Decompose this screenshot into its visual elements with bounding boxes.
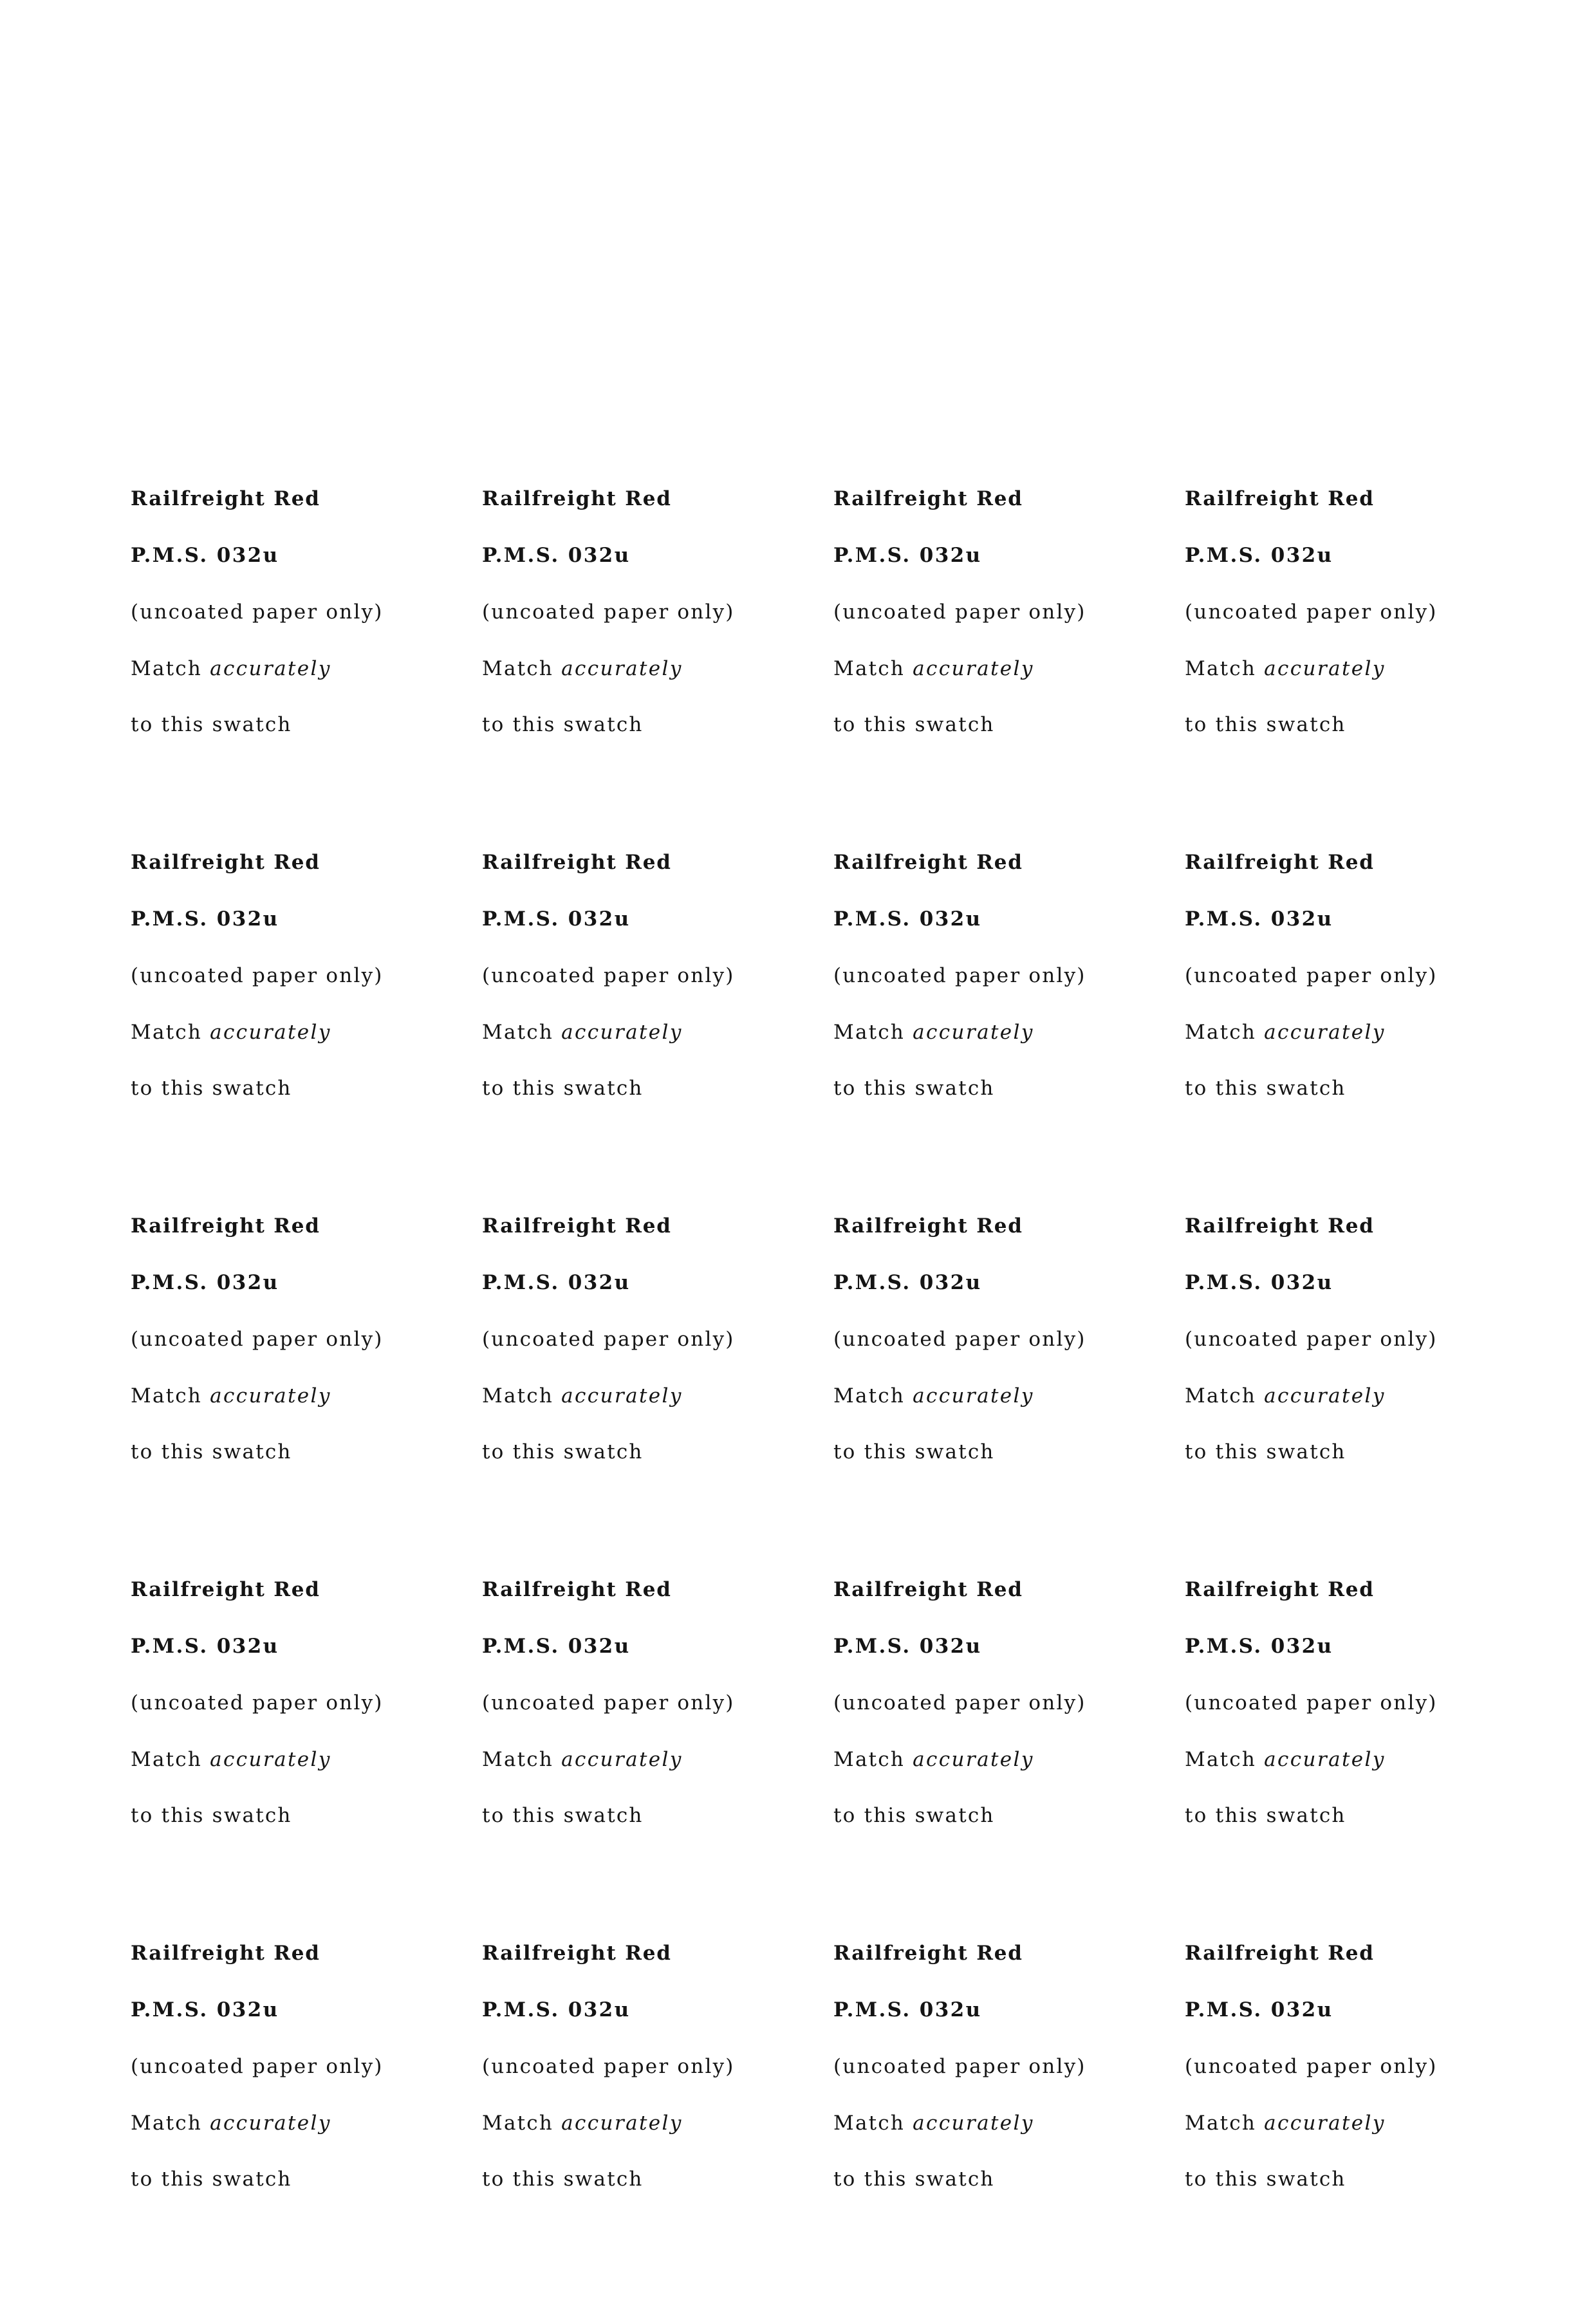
pms-code: P.M.S. 032u [1185, 1271, 1333, 1294]
match-word: Match [1185, 2112, 1257, 2135]
swatch-instruction: to this swatch [833, 1440, 995, 1463]
swatch-instruction: to this swatch [1185, 713, 1346, 736]
swatch-instruction: to this swatch [482, 1077, 644, 1100]
color-name: Railfreight Red [482, 1942, 672, 1965]
color-name: Railfreight Red [482, 487, 672, 510]
match-word: Match [1185, 1021, 1257, 1044]
accurately-word: accurately [913, 1384, 1034, 1407]
match-word: Match [131, 1748, 203, 1771]
color-name: Railfreight Red [131, 851, 320, 874]
color-name: Railfreight Red [1185, 487, 1375, 510]
accurately-word: accurately [1264, 657, 1386, 680]
accurately-word: accurately [913, 1021, 1034, 1044]
color-name: Railfreight Red [131, 487, 320, 510]
accurately-word: accurately [561, 1384, 683, 1407]
match-instruction [482, 1383, 683, 1409]
match-word: Match [482, 1748, 554, 1771]
accurately-word: accurately [210, 1384, 331, 1407]
accurately-word: accurately [210, 1021, 331, 1044]
match-word: Match [131, 2112, 203, 2135]
swatch-instruction: to this swatch [131, 1804, 292, 1827]
paper-note: (uncoated paper only) [833, 600, 1086, 624]
accurately-word: accurately [210, 657, 331, 680]
swatch-instruction: to this swatch [833, 1077, 995, 1100]
color-name: Railfreight Red [833, 487, 1023, 510]
swatch-instruction: to this swatch [833, 713, 995, 736]
paper-note: (uncoated paper only) [833, 2055, 1086, 2078]
swatch-instruction: to this swatch [131, 713, 292, 736]
swatch-instruction: to this swatch [1185, 1440, 1346, 1463]
paper-note: (uncoated paper only) [482, 1691, 735, 1714]
accurately-word: accurately [1264, 1384, 1386, 1407]
accurately-word: accurately [913, 1748, 1034, 1771]
swatch-label [1185, 1940, 1536, 2304]
match-instruction [833, 1747, 1034, 1772]
pms-code: P.M.S. 032u [482, 1998, 631, 2021]
color-name: Railfreight Red [833, 1942, 1023, 1965]
match-instruction [482, 2110, 683, 2136]
color-name: Railfreight Red [1185, 1578, 1375, 1601]
pms-code: P.M.S. 032u [833, 1635, 982, 1658]
pms-code: P.M.S. 032u [1185, 1635, 1333, 1658]
accurately-word: accurately [210, 2112, 331, 2135]
swatch-label [833, 1577, 1185, 1940]
match-word: Match [482, 2112, 554, 2135]
paper-note: (uncoated paper only) [1185, 2055, 1438, 2078]
pms-code: P.M.S. 032u [131, 1271, 279, 1294]
match-instruction [833, 656, 1034, 682]
color-name: Railfreight Red [482, 1214, 672, 1238]
pms-code: P.M.S. 032u [833, 1998, 982, 2021]
match-word: Match [833, 1384, 905, 1407]
match-word: Match [1185, 1384, 1257, 1407]
swatch-instruction: to this swatch [833, 1804, 995, 1827]
pms-code: P.M.S. 032u [482, 544, 631, 567]
accurately-word: accurately [913, 657, 1034, 680]
paper-note: (uncoated paper only) [482, 964, 735, 987]
pms-code: P.M.S. 032u [1185, 1998, 1333, 2021]
pms-code: P.M.S. 032u [482, 907, 631, 931]
accurately-word: accurately [561, 1021, 683, 1044]
paper-note: (uncoated paper only) [131, 1691, 384, 1714]
swatch-label [1185, 850, 1536, 1213]
swatch-instruction: to this swatch [131, 1440, 292, 1463]
pms-code: P.M.S. 032u [482, 1271, 631, 1294]
match-word: Match [482, 1021, 554, 1044]
color-name: Railfreight Red [131, 1578, 320, 1601]
color-name: Railfreight Red [131, 1942, 320, 1965]
pms-code: P.M.S. 032u [1185, 907, 1333, 931]
match-word: Match [482, 1384, 554, 1407]
paper-note: (uncoated paper only) [131, 600, 384, 624]
match-instruction [131, 656, 331, 682]
pms-code: P.M.S. 032u [131, 1998, 279, 2021]
color-name: Railfreight Red [482, 851, 672, 874]
accurately-word: accurately [561, 2112, 683, 2135]
swatch-instruction: to this swatch [833, 2168, 995, 2191]
match-instruction [131, 1019, 331, 1045]
match-instruction [1185, 2110, 1386, 2136]
match-instruction [1185, 656, 1386, 682]
swatch-label [482, 486, 833, 850]
swatch-label [833, 486, 1185, 850]
pms-code: P.M.S. 032u [833, 1271, 982, 1294]
swatch-label [131, 1577, 482, 1940]
swatch-instruction: to this swatch [131, 1077, 292, 1100]
match-word: Match [131, 1021, 203, 1044]
match-word: Match [131, 657, 203, 680]
accurately-word: accurately [561, 1748, 683, 1771]
accurately-word: accurately [1264, 2112, 1386, 2135]
swatch-label [1185, 1577, 1536, 1940]
paper-note: (uncoated paper only) [482, 1328, 735, 1351]
paper-note: (uncoated paper only) [1185, 964, 1438, 987]
swatch-label [833, 850, 1185, 1213]
paper-note: (uncoated paper only) [131, 964, 384, 987]
color-name: Railfreight Red [833, 1214, 1023, 1238]
match-instruction [1185, 1747, 1386, 1772]
color-name: Railfreight Red [833, 1578, 1023, 1601]
swatch-instruction: to this swatch [1185, 2168, 1346, 2191]
pms-code: P.M.S. 032u [131, 907, 279, 931]
match-instruction [833, 2110, 1034, 2136]
match-instruction [1185, 1019, 1386, 1045]
swatch-instruction: to this swatch [1185, 1804, 1346, 1827]
swatch-label [833, 1940, 1185, 2304]
match-instruction [833, 1383, 1034, 1409]
match-word: Match [482, 657, 554, 680]
swatch-label [131, 1940, 482, 2304]
swatch-instruction: to this swatch [482, 1804, 644, 1827]
pms-code: P.M.S. 032u [833, 907, 982, 931]
paper-note: (uncoated paper only) [833, 1691, 1086, 1714]
match-instruction [131, 1383, 331, 1409]
accurately-word: accurately [1264, 1021, 1386, 1044]
swatch-label [1185, 486, 1536, 850]
paper-note: (uncoated paper only) [833, 964, 1086, 987]
paper-note: (uncoated paper only) [131, 2055, 384, 2078]
swatch-instruction: to this swatch [131, 2168, 292, 2191]
swatch-label [482, 850, 833, 1213]
match-instruction [131, 1747, 331, 1772]
match-word: Match [1185, 1748, 1257, 1771]
paper-note: (uncoated paper only) [1185, 1691, 1438, 1714]
accurately-word: accurately [1264, 1748, 1386, 1771]
pms-code: P.M.S. 032u [833, 544, 982, 567]
paper-note: (uncoated paper only) [1185, 600, 1438, 624]
pms-code: P.M.S. 032u [131, 544, 279, 567]
color-name: Railfreight Red [1185, 1942, 1375, 1965]
swatch-label [131, 850, 482, 1213]
match-word: Match [131, 1384, 203, 1407]
paper-note: (uncoated paper only) [833, 1328, 1086, 1351]
match-word: Match [833, 1748, 905, 1771]
accurately-word: accurately [561, 657, 683, 680]
swatch-instruction: to this swatch [482, 2168, 644, 2191]
color-name: Railfreight Red [833, 851, 1023, 874]
swatch-instruction: to this swatch [482, 713, 644, 736]
color-name: Railfreight Red [1185, 1214, 1375, 1238]
paper-note: (uncoated paper only) [131, 1328, 384, 1351]
match-instruction [482, 1747, 683, 1772]
swatch-label [131, 1213, 482, 1577]
match-word: Match [833, 657, 905, 680]
pms-code: P.M.S. 032u [482, 1635, 631, 1658]
paper-note: (uncoated paper only) [482, 600, 735, 624]
color-name: Railfreight Red [1185, 851, 1375, 874]
color-name: Railfreight Red [131, 1214, 320, 1238]
swatch-label [482, 1213, 833, 1577]
swatch-instruction: to this swatch [1185, 1077, 1346, 1100]
pms-code: P.M.S. 032u [1185, 544, 1333, 567]
color-name: Railfreight Red [482, 1578, 672, 1601]
accurately-word: accurately [913, 2112, 1034, 2135]
match-instruction [1185, 1383, 1386, 1409]
accurately-word: accurately [210, 1748, 331, 1771]
match-word: Match [833, 2112, 905, 2135]
paper-note: (uncoated paper only) [482, 2055, 735, 2078]
match-word: Match [1185, 657, 1257, 680]
swatch-label [482, 1940, 833, 2304]
match-word: Match [833, 1021, 905, 1044]
match-instruction [482, 1019, 683, 1045]
pms-code: P.M.S. 032u [131, 1635, 279, 1658]
swatch-label [482, 1577, 833, 1940]
swatch-instruction: to this swatch [482, 1440, 644, 1463]
match-instruction [131, 2110, 331, 2136]
swatch-label [833, 1213, 1185, 1577]
match-instruction [833, 1019, 1034, 1045]
label-grid [131, 486, 1536, 2304]
paper-note: (uncoated paper only) [1185, 1328, 1438, 1351]
swatch-label [131, 486, 482, 850]
match-instruction [482, 656, 683, 682]
swatch-label [1185, 1213, 1536, 1577]
